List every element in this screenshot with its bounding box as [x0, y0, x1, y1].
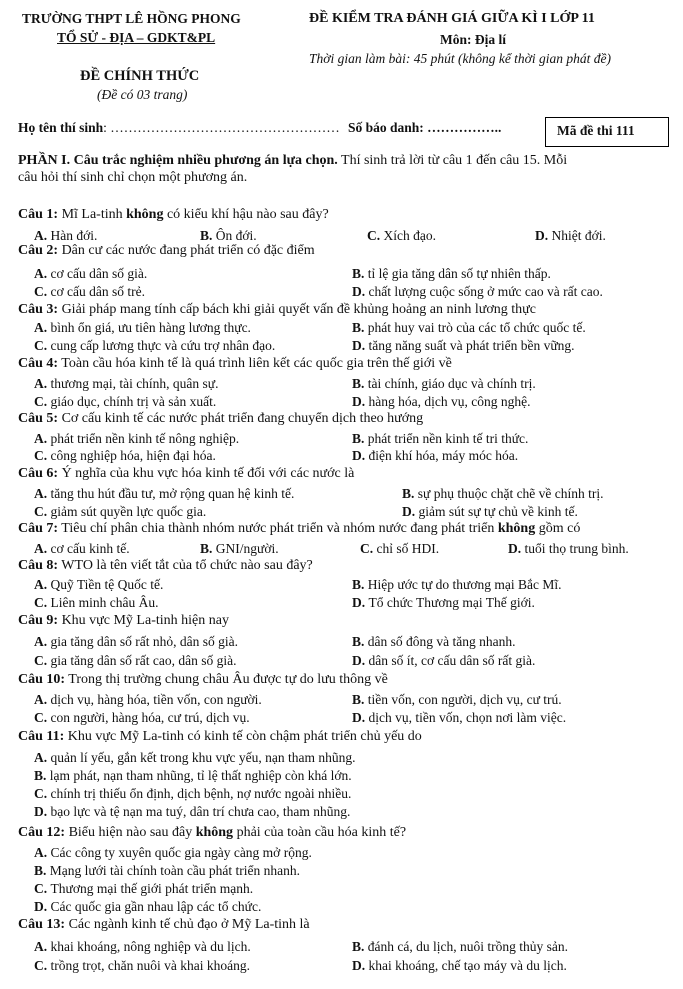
option-letter: D.: [34, 899, 51, 914]
option-letter: C.: [367, 228, 384, 243]
answer-option[interactable]: [34, 595, 158, 611]
option-letter: A.: [34, 541, 51, 556]
option-text: trồng trọt, chăn nuôi và khai khoáng.: [50, 958, 250, 973]
answer-option[interactable]: [34, 577, 163, 593]
option-letter: B.: [352, 692, 368, 707]
option-letter: B.: [34, 768, 50, 783]
question-number: Câu 3:: [18, 302, 59, 317]
answer-option[interactable]: [352, 338, 575, 354]
question-text: Biểu hiện nào sau đây: [65, 825, 196, 840]
option-text: cung cấp lương thực và cứu trợ nhân đạo.: [50, 338, 276, 353]
option-text: Tổ chức Thương mại Thế giới.: [368, 595, 535, 610]
option-letter: C.: [34, 284, 51, 299]
option-letter: D.: [352, 448, 369, 463]
answer-option[interactable]: [34, 338, 275, 354]
answer-option[interactable]: [34, 634, 238, 650]
option-letter: C.: [34, 338, 51, 353]
question-text: Dân cư các nước đang phát triển có đặc điểm: [58, 243, 315, 258]
student-name-row: [18, 120, 340, 136]
answer-option[interactable]: [352, 431, 528, 447]
option-text: tăng năng suất và phát triển bền vững.: [368, 338, 575, 353]
option-letter: A.: [34, 845, 51, 860]
option-letter: B.: [34, 863, 50, 878]
page-count: (Đề có 03 trang): [97, 87, 188, 102]
option-text: dân số đông và tăng nhanh.: [367, 634, 516, 649]
option-letter: A.: [34, 266, 51, 281]
answer-option[interactable]: [34, 376, 219, 392]
option-letter: B.: [200, 541, 216, 556]
option-text: tài chính, giáo dục và chính trị.: [367, 376, 536, 391]
option-text: phát triển nền kinh tế tri thức.: [367, 431, 529, 446]
question-number: Câu 10:: [18, 672, 66, 687]
answer-option[interactable]: [34, 845, 312, 861]
question-text: gồm có: [535, 521, 581, 536]
option-letter: A.: [34, 376, 51, 391]
part1-instructions: Thí sinh trả lời từ câu 1 đến câu 15. Mỗi: [337, 153, 568, 168]
question-number: Câu 11:: [18, 729, 65, 744]
option-letter: B.: [352, 634, 368, 649]
option-text: dịch vụ, hàng hóa, tiền vốn, con người.: [50, 692, 262, 707]
question-stem: [18, 672, 388, 688]
answer-option[interactable]: [34, 284, 145, 300]
option-text: giảm sút sự tự chủ về kinh tế.: [418, 504, 578, 519]
option-letter: D.: [535, 228, 552, 243]
question-text: Các ngành kinh tế chủ đạo ở Mỹ La-tinh là: [65, 917, 310, 932]
answer-option[interactable]: [34, 394, 216, 410]
option-text: khai khoáng, chế tạo máy và du lịch.: [368, 958, 567, 973]
answer-option[interactable]: [352, 653, 535, 669]
option-text: quản lí yếu, gắn kết trong khu vực yếu, nạn tham nhũng.: [50, 750, 356, 765]
option-text: bạo lực và tệ nạn ma tuý, dân trí chưa cao, tham nhũng.: [50, 804, 351, 819]
answer-option[interactable]: [352, 266, 551, 282]
answer-option[interactable]: [352, 634, 516, 650]
option-text: GNI/người.: [215, 541, 279, 556]
question-text: Mĩ La-tinh: [58, 207, 127, 222]
question-emphasis: không: [126, 207, 164, 222]
option-letter: D.: [352, 710, 369, 725]
question-stem: [18, 411, 423, 427]
question-number: Câu 8:: [18, 558, 59, 573]
answer-option[interactable]: [34, 958, 250, 974]
question-text: Cơ cấu kinh tế các nước phát triển đang chuyển dịch theo hướng: [58, 411, 424, 426]
option-text: tỉ lệ gia tăng dân số tự nhiên thấp.: [367, 266, 551, 281]
option-text: công nghiệp hóa, hiện đại hóa.: [50, 448, 216, 463]
answer-option[interactable]: [352, 710, 566, 726]
option-letter: C.: [360, 541, 377, 556]
option-letter: D.: [352, 394, 369, 409]
question-stem: [18, 558, 313, 574]
question-text: phải của toàn cầu hóa kinh tế?: [233, 825, 407, 840]
answer-option[interactable]: [360, 541, 439, 557]
answer-option[interactable]: [352, 939, 568, 955]
answer-option[interactable]: [200, 228, 257, 244]
answer-option[interactable]: [508, 541, 629, 557]
sbd-field[interactable]: ……………..: [427, 120, 502, 135]
option-text: chỉ số HDI.: [376, 541, 440, 556]
sbd-label: Số báo danh:: [348, 120, 428, 135]
option-text: khai khoáng, nông nghiệp và du lịch.: [50, 939, 251, 954]
answer-option[interactable]: [34, 939, 251, 955]
option-text: cơ cấu dân số già.: [50, 266, 148, 281]
answer-option[interactable]: [535, 228, 606, 244]
question-stem: [18, 207, 329, 223]
option-letter: C.: [34, 710, 51, 725]
answer-option[interactable]: [352, 448, 518, 464]
answer-option[interactable]: [34, 486, 294, 502]
answer-option[interactable]: [352, 958, 567, 974]
option-text: hàng hóa, dịch vụ, công nghệ.: [368, 394, 531, 409]
option-letter: A.: [34, 486, 51, 501]
option-letter: C.: [34, 394, 51, 409]
option-text: điện khí hóa, máy móc hóa.: [368, 448, 519, 463]
answer-option[interactable]: [402, 504, 578, 520]
option-text: thương mại, tài chính, quân sự.: [50, 376, 219, 391]
question-text: Ý nghĩa của khu vực hóa kinh tế đối với các nước là: [58, 466, 355, 481]
option-letter: D.: [352, 958, 369, 973]
question-number: Câu 9:: [18, 613, 59, 628]
answer-option[interactable]: [352, 376, 536, 392]
answer-option[interactable]: [34, 504, 206, 520]
question-text: Giải pháp mang tính cấp bách khi giải quyết vấn đề khủng hoảng an ninh lương thực: [58, 302, 536, 317]
option-letter: C.: [34, 504, 51, 519]
option-text: chất lượng cuộc sống ở mức cao và rất cao.: [368, 284, 603, 299]
question-stem: [18, 825, 406, 841]
option-text: Quỹ Tiền tệ Quốc tế.: [50, 577, 164, 592]
option-text: Nhiệt đới.: [551, 228, 606, 243]
option-text: Hàn đới.: [50, 228, 98, 243]
answer-option[interactable]: [34, 710, 250, 726]
exam-title: ĐỀ KIỂM TRA ĐÁNH GIÁ GIỮA KÌ I LỚP 11: [309, 11, 595, 26]
question-stem: [18, 356, 452, 372]
option-letter: B.: [352, 320, 368, 335]
question-stem: [18, 521, 580, 537]
question-stem: [18, 613, 229, 629]
answer-option[interactable]: [34, 768, 352, 784]
option-letter: A.: [34, 577, 51, 592]
option-text: tăng thu hút đầu tư, mở rộng quan hệ kinh tế.: [50, 486, 295, 501]
answer-option[interactable]: [352, 692, 562, 708]
option-text: phát triển nền kinh tế nông nghiệp.: [50, 431, 240, 446]
option-letter: B.: [352, 939, 368, 954]
option-text: dịch vụ, tiền vốn, chọn nơi làm việc.: [368, 710, 567, 725]
option-text: Các quốc gia gần nhau lập các tổ chức.: [50, 899, 262, 914]
official-label: ĐỀ CHÍNH THỨC: [80, 68, 200, 84]
part1-line2: câu hỏi thí sinh chỉ chọn một phương án.: [18, 170, 248, 185]
option-letter: B.: [352, 266, 368, 281]
option-text: gia tăng dân số rất cao, dân số già.: [50, 653, 237, 668]
department-name: TỔ SỬ - ĐỊA – GDKT&PL: [57, 30, 216, 45]
question-emphasis: không: [195, 825, 234, 840]
answer-option[interactable]: [34, 750, 356, 766]
option-letter: D.: [352, 595, 369, 610]
option-text: Hiệp ước tự do thương mại Bắc Mĩ.: [367, 577, 562, 592]
option-letter: B.: [200, 228, 216, 243]
answer-option[interactable]: [34, 863, 300, 879]
answer-option[interactable]: [34, 653, 236, 669]
answer-option[interactable]: [34, 320, 251, 336]
exam-code: Mã đề thi 111: [557, 123, 635, 138]
answer-option[interactable]: [352, 595, 535, 611]
option-letter: D.: [508, 541, 525, 556]
question-text: Toàn cầu hóa kinh tế là quá trình liên kết các quốc gia trên thế giới về: [58, 356, 452, 371]
option-letter: A.: [34, 228, 51, 243]
answer-option[interactable]: [34, 692, 262, 708]
student-name-field[interactable]: : ……………………………………………: [103, 120, 340, 135]
option-letter: A.: [34, 692, 51, 707]
answer-option[interactable]: [34, 448, 216, 464]
question-number: Câu 5:: [18, 411, 59, 426]
option-letter: C.: [34, 653, 51, 668]
option-letter: D.: [352, 284, 369, 299]
answer-option[interactable]: [34, 881, 253, 897]
option-text: giáo dục, chính trị và sản xuất.: [50, 394, 217, 409]
answer-option[interactable]: [34, 541, 130, 557]
option-letter: A.: [34, 750, 51, 765]
student-name-label: Họ tên thí sinh: [18, 120, 104, 135]
school-name: TRƯỜNG THPT LÊ HỒNG PHONG: [22, 11, 241, 26]
option-letter: A.: [34, 634, 51, 649]
option-letter: C.: [34, 786, 51, 801]
part1-title: PHẦN I. Câu trắc nghiệm nhiều phương án lựa chọn.: [18, 153, 338, 168]
option-text: cơ cấu dân số trẻ.: [50, 284, 145, 299]
question-number: Câu 12:: [18, 825, 66, 840]
option-text: giảm sút quyền lực quốc gia.: [50, 504, 207, 519]
option-letter: B.: [402, 486, 418, 501]
part1-line1: [18, 153, 567, 169]
option-text: Liên minh châu Âu.: [50, 595, 159, 610]
option-text: Ôn đới.: [215, 228, 257, 243]
option-text: phát huy vai trò của các tổ chức quốc tế.: [367, 320, 586, 335]
question-emphasis: không: [497, 521, 536, 536]
option-text: Các công ty xuyên quốc gia ngày càng mở rộng.: [50, 845, 312, 860]
option-text: gia tăng dân số rất nhỏ, dân số già.: [50, 634, 238, 649]
option-letter: C.: [34, 595, 51, 610]
option-letter: D.: [352, 338, 369, 353]
question-stem: [18, 729, 422, 745]
answer-option[interactable]: [352, 394, 530, 410]
question-text: WTO là tên viết tắt của tổ chức nào sau đây?: [58, 558, 313, 573]
option-text: lạm phát, nạn tham nhũng, tỉ lệ thất nghiệp còn khá lớn.: [49, 768, 352, 783]
question-number: Câu 1:: [18, 207, 59, 222]
option-text: sự phụ thuộc chặt chẽ về chính trị.: [417, 486, 604, 501]
option-text: tiền vốn, con người, dịch vụ, cư trú.: [367, 692, 562, 707]
option-text: con người, hàng hóa, cư trú, dịch vụ.: [50, 710, 250, 725]
answer-option[interactable]: [34, 431, 239, 447]
question-number: Câu 4:: [18, 356, 59, 371]
option-letter: D.: [34, 804, 51, 819]
answer-option[interactable]: [34, 899, 261, 915]
option-letter: C.: [34, 448, 51, 463]
option-letter: B.: [352, 376, 368, 391]
question-text: Khu vực Mỹ La-tinh có kinh tế còn chậm phát triển chủ yếu do: [64, 729, 422, 744]
option-text: Thương mại thế giới phát triển mạnh.: [50, 881, 254, 896]
option-letter: A.: [34, 320, 51, 335]
option-text: dân số ít, cơ cấu dân số rất già.: [368, 653, 536, 668]
answer-option[interactable]: [352, 320, 586, 336]
option-letter: C.: [34, 958, 51, 973]
answer-option[interactable]: [352, 577, 561, 593]
exam-time: Thời gian làm bài: 45 phút (không kể thời gian phát đề): [309, 51, 612, 66]
option-text: tuổi thọ trung bình.: [524, 541, 629, 556]
answer-option[interactable]: [352, 284, 603, 300]
answer-option[interactable]: [402, 486, 604, 502]
question-text: Khu vực Mỹ La-tinh hiện nay: [58, 613, 229, 628]
answer-option[interactable]: [34, 266, 147, 282]
option-text: Mạng lưới tài chính toàn cầu phát triển nhanh.: [49, 863, 301, 878]
question-stem: [18, 917, 310, 933]
option-text: đánh cá, du lịch, nuôi trồng thủy sản.: [367, 939, 568, 954]
question-stem: [18, 302, 536, 318]
option-letter: A.: [34, 431, 51, 446]
sbd-row: [348, 120, 501, 136]
question-number: Câu 7:: [18, 521, 59, 536]
question-text: Tiêu chí phân chia thành nhóm nước phát triển và nhóm nước đang phát triển: [58, 521, 498, 536]
answer-option[interactable]: [34, 786, 351, 802]
question-number: Câu 13:: [18, 917, 66, 932]
option-letter: D.: [352, 653, 369, 668]
question-stem: [18, 243, 315, 259]
answer-option[interactable]: [34, 804, 350, 820]
question-stem: [18, 466, 354, 482]
subject: Môn: Địa lí: [440, 32, 506, 47]
option-text: cơ cấu kinh tế.: [50, 541, 130, 556]
answer-option[interactable]: [367, 228, 436, 244]
option-letter: A.: [34, 939, 51, 954]
option-letter: B.: [352, 431, 368, 446]
question-number: Câu 6:: [18, 466, 59, 481]
question-number: Câu 2:: [18, 243, 59, 258]
option-letter: D.: [402, 504, 419, 519]
question-text: Trong thị trường chung châu Âu được tự do lưu thông về: [65, 672, 388, 687]
answer-option[interactable]: [200, 541, 279, 557]
option-text: Xích đạo.: [383, 228, 436, 243]
answer-option[interactable]: [34, 228, 97, 244]
option-text: chính trị thiếu ổn định, dịch bệnh, nợ nước ngoài nhiều.: [50, 786, 352, 801]
option-letter: B.: [352, 577, 368, 592]
question-text: có kiểu khí hậu nào sau đây?: [163, 207, 329, 222]
option-text: bình ổn giá, ưu tiên hàng lương thực.: [50, 320, 251, 335]
option-letter: C.: [34, 881, 51, 896]
